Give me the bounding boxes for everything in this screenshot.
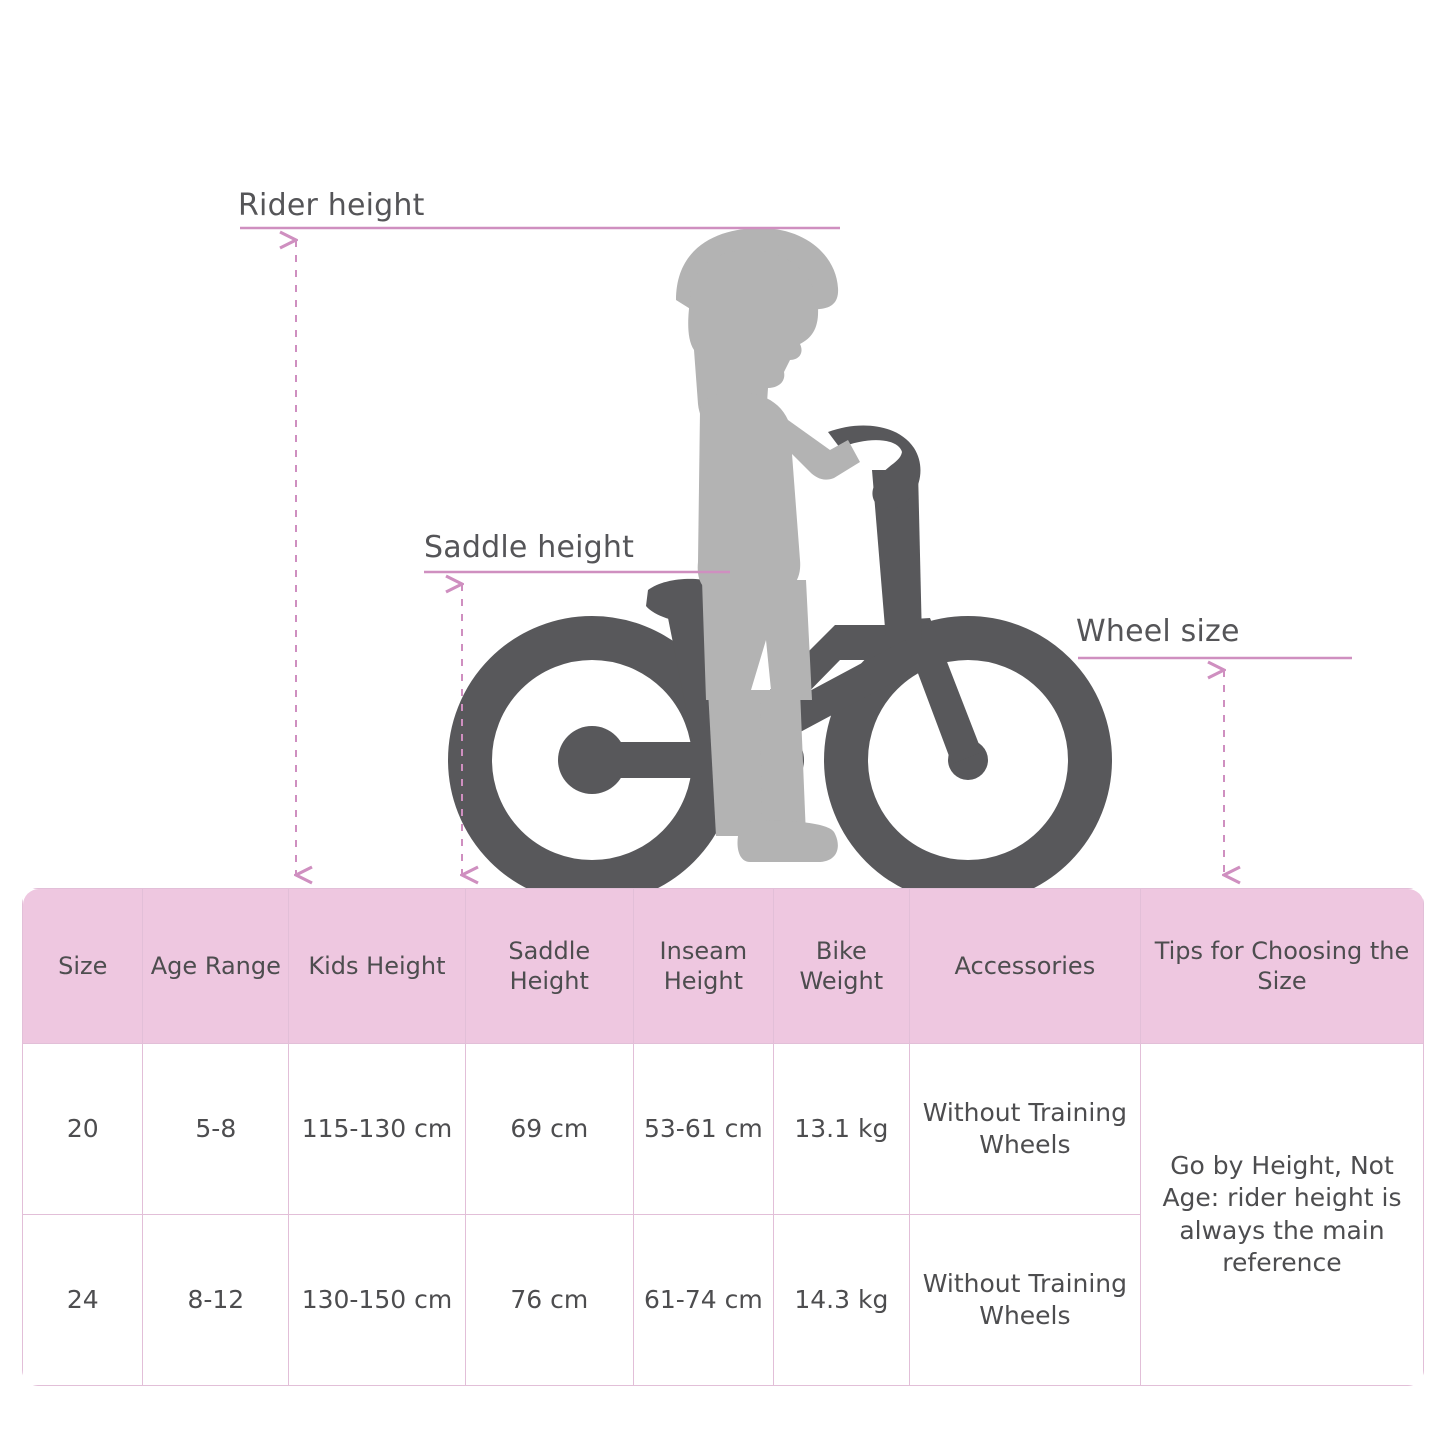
table-body: [23, 1044, 1424, 1386]
column-header-tips: Tips for Choosing the Size: [1140, 889, 1423, 1044]
table-row: [23, 1044, 1424, 1215]
column-header-inseam-height: Inseam Height: [633, 889, 773, 1044]
table-header-row: [23, 889, 1424, 1044]
cell-tips: Go by Height, Not Age: rider height is always the main reference: [1140, 1044, 1423, 1386]
column-header-age-range: Age Range: [143, 889, 289, 1044]
column-header-saddle-height: Saddle Height: [465, 889, 633, 1044]
cell-bike-weight: 13.1 kg: [773, 1044, 909, 1215]
cell-size: 20: [23, 1044, 143, 1215]
cell-saddle-height: 69 cm: [465, 1044, 633, 1215]
cell-accessories: Without Training Wheels: [909, 1044, 1140, 1215]
column-header-accessories: Accessories: [909, 889, 1140, 1044]
cell-age-range: 5-8: [143, 1044, 289, 1215]
cell-bike-weight: 14.3 kg: [773, 1215, 909, 1386]
cell-saddle-height: 76 cm: [465, 1215, 633, 1386]
saddle-height-label: Saddle height: [424, 530, 635, 565]
cell-inseam-height: 53-61 cm: [633, 1044, 773, 1215]
table-header: [23, 889, 1424, 1044]
size-table-container: [22, 888, 1424, 1386]
cell-inseam-height: 61-74 cm: [633, 1215, 773, 1386]
cell-kids-height: 130-150 cm: [289, 1215, 466, 1386]
column-header-bike-weight: Bike Weight: [773, 889, 909, 1044]
cell-age-range: 8-12: [143, 1215, 289, 1386]
size-table: [22, 888, 1424, 1386]
wheel-size-measure: [1078, 658, 1352, 875]
cell-kids-height: 115-130 cm: [289, 1044, 466, 1215]
cell-size: 24: [23, 1215, 143, 1386]
cell-accessories: Without Training Wheels: [909, 1215, 1140, 1386]
column-header-kids-height: Kids Height: [289, 889, 466, 1044]
wheel-size-label: Wheel size: [1076, 614, 1240, 649]
column-header-size: Size: [23, 889, 143, 1044]
rider-height-label: Rider height: [238, 188, 425, 223]
